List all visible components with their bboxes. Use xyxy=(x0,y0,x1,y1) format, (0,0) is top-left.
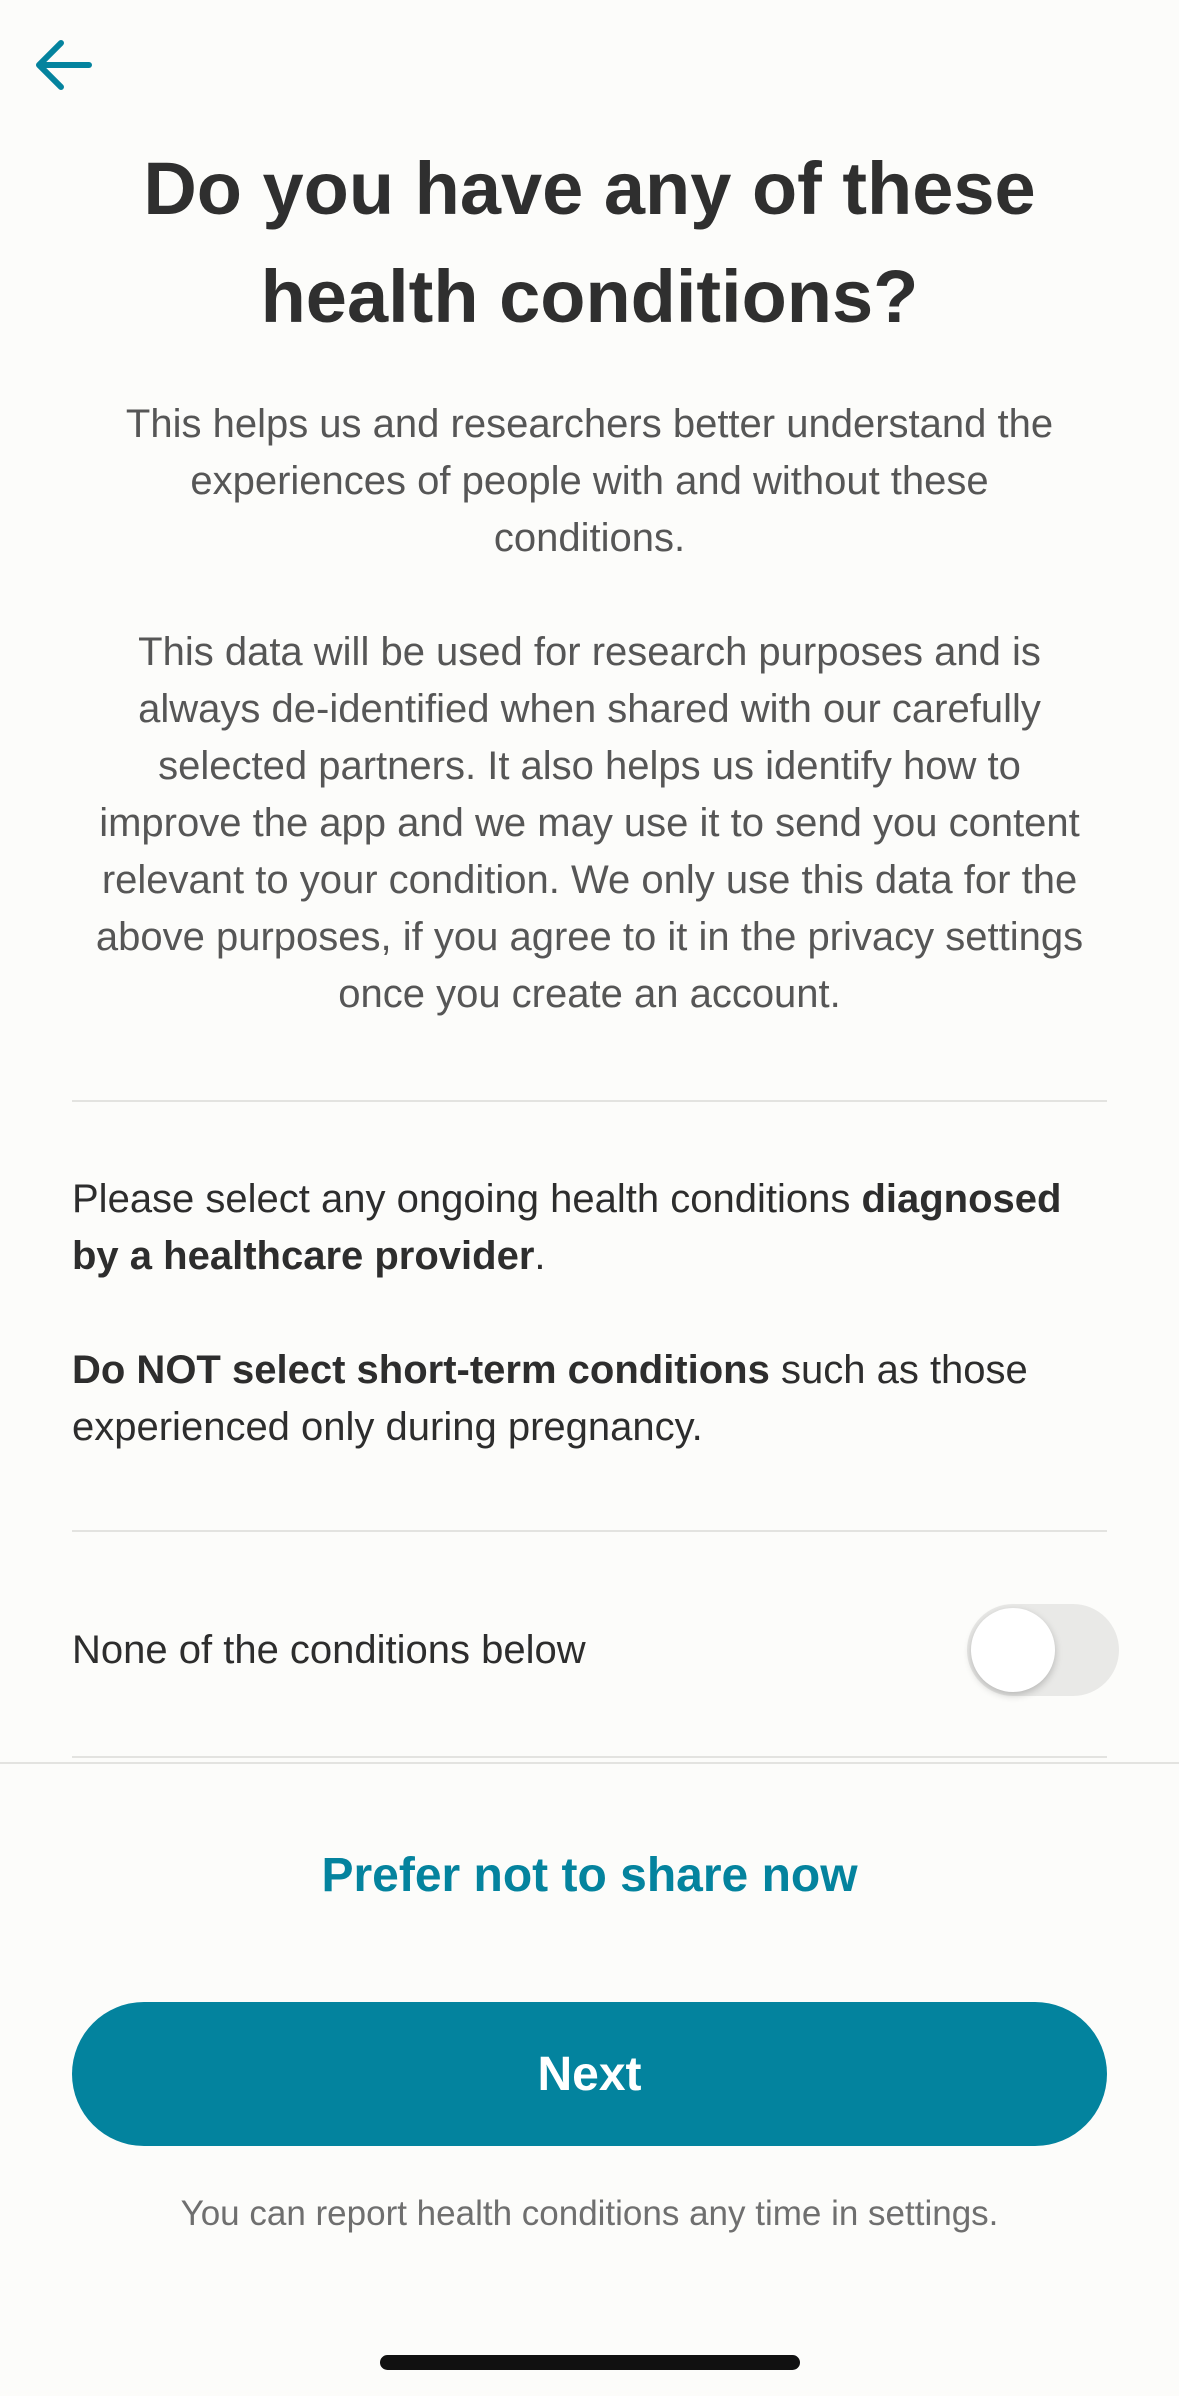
none-of-conditions-label: None of the conditions below xyxy=(72,1627,586,1672)
none-of-conditions-toggle[interactable] xyxy=(967,1604,1119,1696)
footer-divider xyxy=(0,1762,1179,1764)
page-title: Do you have any of these health conditions? xyxy=(143,147,1036,338)
privacy-paragraph: This data will be used for research purposes and is always de-identified when shared with our carefully selected partners. It also helps us identify how to improve the app and we may use it to send you content relevant to your condition. We only use this data for the above purposes, if you agree to it in the privacy settings once you create an account. xyxy=(95,630,1084,1016)
divider xyxy=(72,1100,1107,1102)
intro-text xyxy=(90,396,1089,1023)
back-button[interactable] xyxy=(28,38,98,96)
divider xyxy=(72,1756,1107,1758)
settings-note: You can report health conditions any time in settings. xyxy=(180,2194,999,2233)
home-indicator xyxy=(380,2355,800,2370)
instruction-diagnosed: Please select any ongoing health conditions diagnosed by a healthcare provider. xyxy=(72,1177,1062,1278)
prefer-not-to-share-link[interactable]: Prefer not to share now xyxy=(321,1849,858,1902)
instruction-short-term: Do NOT select short-term conditions such as those experienced only during pregnancy. xyxy=(72,1348,1028,1449)
toggle-knob xyxy=(971,1608,1055,1692)
next-button[interactable]: Next xyxy=(72,2002,1107,2146)
intro-paragraph: This helps us and researchers better understand the experiences of people with and without these conditions. xyxy=(125,402,1054,560)
arrow-left-icon xyxy=(31,38,95,97)
divider xyxy=(72,1530,1107,1532)
none-of-conditions-row xyxy=(72,1600,1119,1700)
instructions xyxy=(72,1171,1107,1456)
